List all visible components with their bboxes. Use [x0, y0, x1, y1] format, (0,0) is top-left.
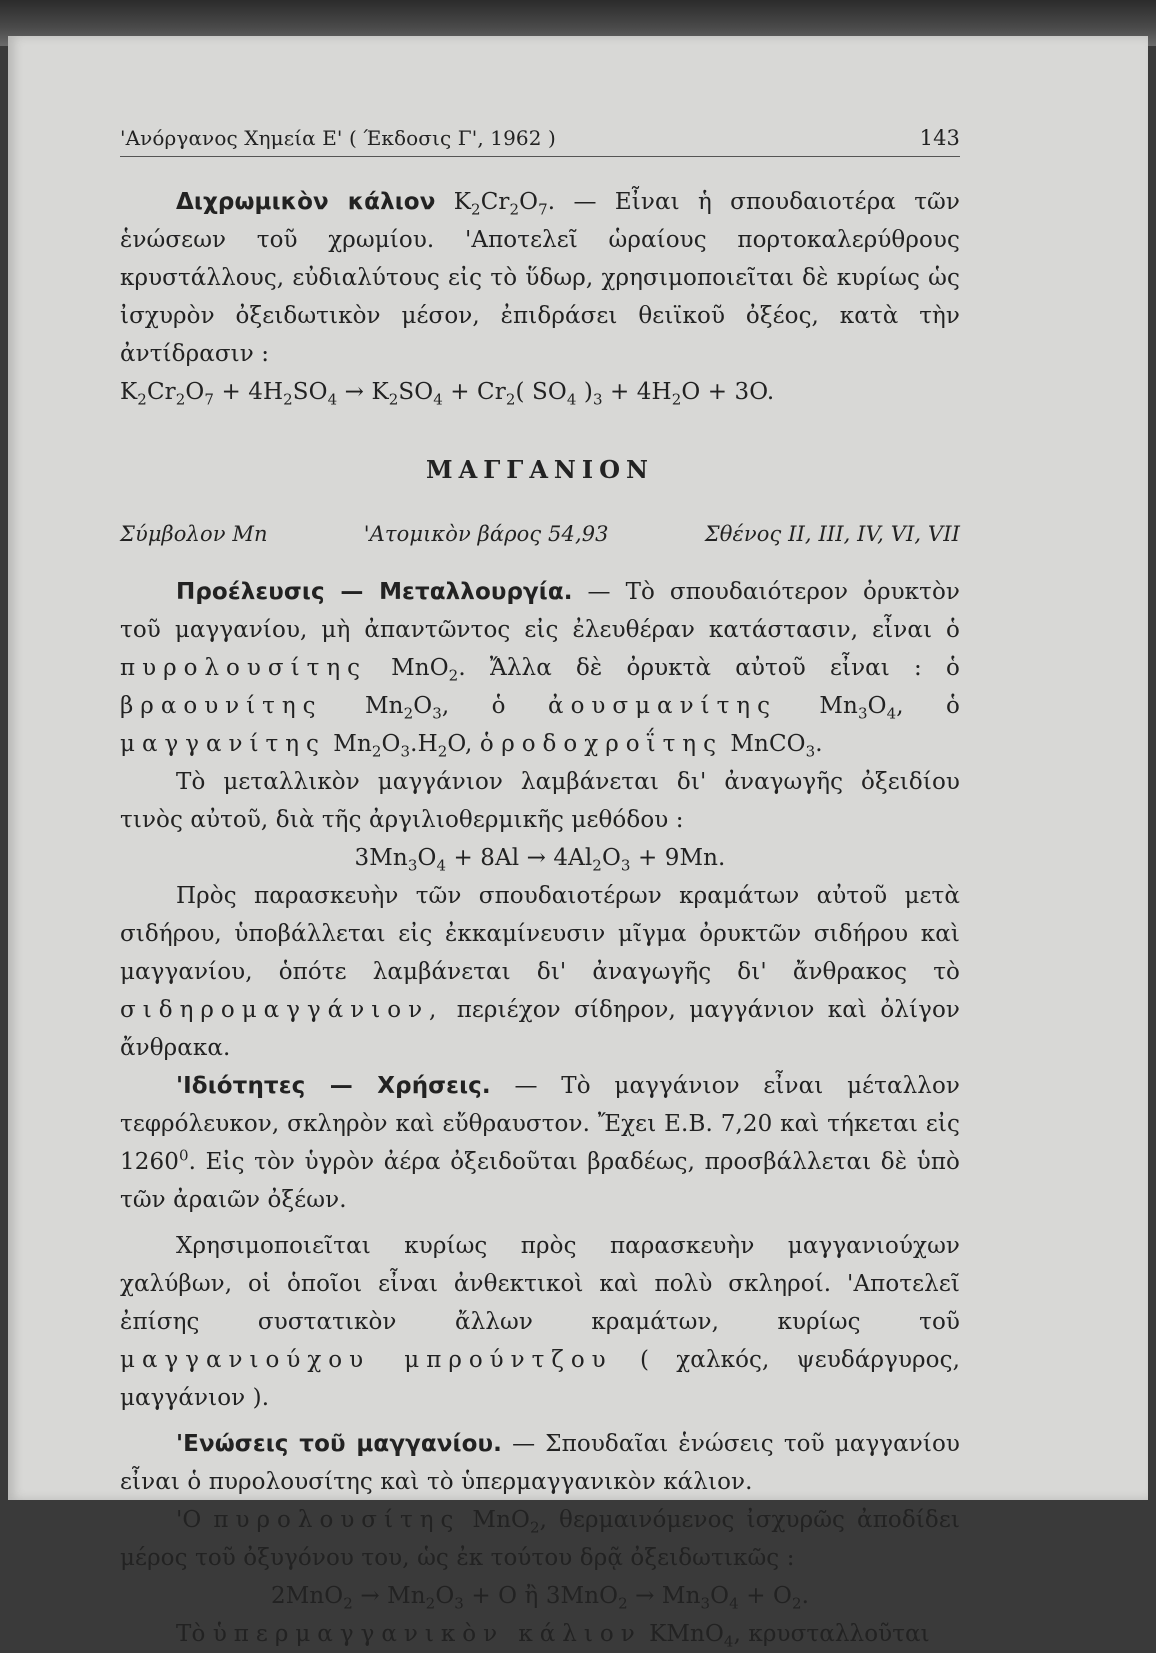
alloy-paragraph	[120, 877, 960, 1067]
hausmannite-term: ἀουσμανίτης	[548, 693, 777, 719]
uses-text: Χρησιμοποιεῖται κυρίως πρὸς παρασκευὴν μαγγανιούχων χαλύβων, οἱ ὁποῖοι εἶναι ἀνθεκτικοὶ καὶ πολὺ σκληροί. 'Αποτελεῖ ἐπίσης συστατικὸν ἄλλων κραμάτων, κυρίως τοῦ	[120, 1233, 960, 1335]
dichromate-heading: Διχρωμικὸν κάλιον	[176, 189, 436, 215]
compounds-text: — Σπουδαῖαι ἑνώσεις τοῦ μαγγανίου εἶναι ὁ πυρολουσίτης καὶ τὸ ὑπερμαγγανικὸν κάλιον.	[120, 1431, 961, 1495]
pyrolusite-term: πυρολουσίτης	[120, 655, 367, 681]
uses-paragraph	[120, 1227, 960, 1417]
aluminothermic-equation: $3Mn_3O_4 + 8Al \to 4Al_2O_3 + 9Mn$.	[354, 845, 726, 875]
page-content	[120, 124, 960, 1653]
book-page	[8, 36, 1148, 1651]
element-symbol: Σύμβολον Mn	[120, 522, 268, 546]
dichromate-equation: $K_2Cr_2O_7 + 4H_2SO_4 \to K_2SO_4 + Cr_2$( $SO_4$ )$_3 + 4H_2O + 3O$.	[120, 379, 775, 409]
crystallizes-text: κρυσταλλοῦται	[748, 1621, 930, 1647]
pyrolusite-equation: $2MnO_2 \to Mn_2O_3 + O$ ἢ $3MnO_2 \to Mn_3O_4 + O_2$.	[270, 1583, 810, 1613]
properties-text-2: . Εἰς τὸν ὑγρὸν ἀέρα ὀξειδοῦται βραδέως, προσβάλλεται δὲ ὑπὸ τῶν ἀραιῶν ὀξέων.	[120, 1149, 960, 1213]
other-ores-text: Ἄλλα δὲ ὀρυκτὰ αὐτοῦ εἶναι : ὁ	[489, 655, 961, 681]
permanganate-term: ὑπερμαγγανικὸν κάλιον	[212, 1621, 642, 1647]
pyrolusite-paragraph: 'Ο πυρολουσίτης MnO$_2$, θερμαινόμενος ἰσχυρῶς ἀποδίδει μέρος τοῦ ὀξυγόνου του, ὡς ἐκ τούτου δρᾷ ὀξειδωτικῶς :	[120, 1507, 961, 1571]
pyrolusite-term-2: πυρολουσίτης	[213, 1507, 461, 1533]
dichromate-text: — Εἶναι ἡ σπουδαιοτέρα τῶν ἑνώσεων τοῦ χρωμίου. 'Αποτελεῖ ὡραίους πορτοκαλερύθρους κρυστάλλους, εὐδιαλύτους εἰς τὸ ὕδωρ, χρησιμοποιεῖται δὲ κυρίως ὡς ἰσχυρὸν ὀξειδωτικὸν μέσον, ἐπιδράσει θειϊκοῦ ὀξέος, κατὰ τὴν ἀντίδρασιν :	[120, 189, 960, 367]
bronze-parts: ( χαλκός, ψευδάργυρος, μαγγάνιον ).	[120, 1347, 960, 1411]
alloy-text: Πρὸς παρασκευὴν τῶν σπουδαιοτέρων κραμάτων αὐτοῦ μετὰ σιδήρου, ὑποβάλλεται εἰς ἐκκαμίνευσιν μῖγμα ὀρυκτῶν σιδήρου καὶ μαγγανίου, ὁπότε λαμβάνεται δι' ἀναγωγῆς δι' ἄνθρακος τὸ	[120, 883, 960, 985]
compounds-heading: 'Ενώσεις τοῦ μαγγανίου.	[176, 1431, 502, 1457]
valence: Σθένος II, III, IV, VI, VII	[704, 522, 960, 546]
alloy-end: περιέχον σίδηρον, μαγγάνιον καὶ ὀλίγον ἄνθρακα.	[120, 997, 960, 1061]
bronze-term: μαγγανιούχου μπρούντζου	[120, 1347, 613, 1373]
rhodochrosite-term: ροδοχροΐτης	[501, 731, 723, 757]
dichromate-paragraph: Διχρωμικὸν κάλιον $K_2Cr_2O_7$. — Εἶναι ἡ σπουδαιοτέρα τῶν ἑνώσεων τοῦ χρωμίου. 'Αποτελεῖ ὡραίους πορτοκαλερύθρους κρυστάλλους, εὐδιαλύτους εἰς τὸ ὕδωρ, χρησιμοποιεῖται δὲ κυρίως ὡς ἰσχυρὸν ὀξειδωτικὸν μέσον, ἐπιδράσει θειϊκοῦ ὀξέος, κατὰ τὴν ἀντίδρασιν :	[120, 189, 960, 367]
o-prefix: 'Ο	[176, 1507, 202, 1533]
origin-heading: Προέλευσις — Μεταλλουργία.	[176, 579, 573, 605]
ferromanganese-term: σιδηρομαγγάνιον,	[120, 997, 444, 1023]
metal-paragraph: Τὸ μεταλλικὸν μαγγάνιον λαμβάνεται δι' ἀναγωγῆς ὀξειδίου τινὸς αὐτοῦ, διὰ τῆς ἀργιλιοθερμικῆς μεθόδου :	[120, 769, 960, 833]
properties-paragraph: 'Ιδιότητες — Χρήσεις. — Τὸ μαγγάνιον εἶναι μέταλλον τεφρόλευκον, σκληρὸν καὶ εὔθραυστον. Ἔχει Ε.Β. 7,20 καὶ τήκεται εἰς 1260$^0$. Εἰς τὸν ὑγρὸν ἀέρα ὀξειδοῦται βραδέως, προσβάλλεται δὲ ὑπὸ τῶν ἀραιῶν ὀξέων.	[120, 1073, 960, 1213]
header-title: 'Ανόργανος Χημεία Ε' ( Έκδοσις Γ', 1962 )	[120, 126, 556, 150]
compounds-paragraph	[120, 1425, 960, 1501]
properties-text: — Τὸ μαγγάνιον εἶναι μέταλλον τεφρόλευκον, σκληρὸν καὶ εὔθραυστον. Ἔχει Ε.Β. 7,20 καὶ τήκεται εἰς 1260	[120, 1073, 960, 1175]
element-properties	[120, 515, 960, 553]
heating-text: θερμαινόμενος ἰσχυρῶς ἀποδίδει μέρος τοῦ ὀξυγόνου του, ὡς ἐκ τούτου δρᾷ ὀξειδωτικῶς :	[120, 1507, 961, 1571]
section-title: ΜΑΓΓΑΝΙΟΝ	[426, 455, 654, 484]
page-number: 143	[919, 126, 960, 150]
origin-paragraph: Προέλευσις — Μεταλλουργία. — Τὸ σπουδαιότερον ὀρυκτὸν τοῦ μαγγανίου, μὴ ἀπαντῶντος εἰς ἐλευθέραν κατάστασιν, εἶναι ὁ πυρολουσίτης MnO$_2$. Ἄλλα δὲ ὀρυκτὰ αὐτοῦ εἶναι : ὁ βραουνίτης $Mn_2O_3$, ὁ ἀουσμανίτης $Mn_3O_4$, ὁ μαγγανίτης $Mn_2O_3.H_2O$, ὁ ροδοχροΐτης MnCO$_3$.	[120, 579, 961, 761]
braunite-term: βραουνίτης	[120, 693, 323, 719]
permanganate-paragraph: Τὸ ὑπερμαγγανικὸν κάλιον KMnO$_4$, κρυσταλλοῦται	[176, 1621, 930, 1651]
manganite-term: μαγγανίτης	[120, 731, 326, 757]
running-header	[120, 124, 960, 157]
to-prefix: Τὸ	[176, 1621, 206, 1647]
atomic-weight: 'Ατομικὸν βάρος 54,93	[363, 522, 609, 546]
properties-heading: 'Ιδιότητες — Χρήσεις.	[176, 1073, 491, 1099]
origin-intro: — Τὸ σπουδαιότερον ὀρυκτὸν τοῦ μαγγανίου, μὴ ἀπαντῶντος εἰς ἐλευθέραν κατάστασιν, εἶναι ὁ	[120, 579, 960, 643]
equation-or: ἢ	[524, 1583, 539, 1609]
